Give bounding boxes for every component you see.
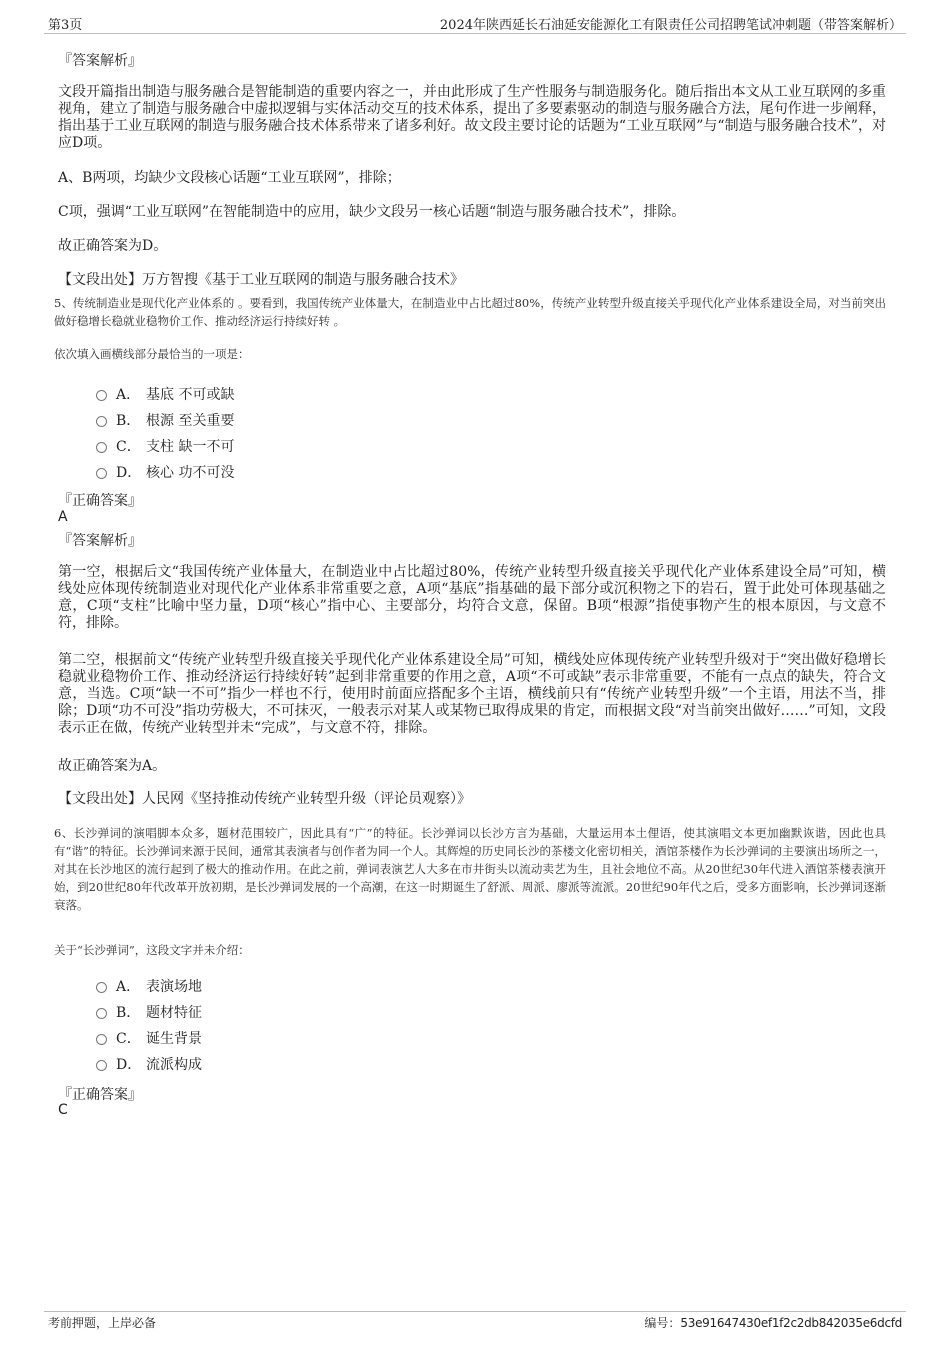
option-text: 核心 功不可没 <box>146 465 235 481</box>
radio-icon[interactable] <box>96 1008 107 1019</box>
header-divider <box>44 33 906 34</box>
radio-icon[interactable] <box>96 1060 107 1071</box>
q5-analysis-p2: 第二空，根据前文“传统产业转型升级直接关乎现代化产业体系建设全局”可知，横线处应体现传统产业转型升级对于“突出做好稳增长稳就业稳物价工作、推动经济运行持续好转”起到非常重要的作用之意，A项“不可或缺”表示非常重要，不能有一点点的缺失，符合文意，当选。C项“缺一不可”指少一样也不行，使用时前面应搭配多个主语，横线前只有“传统产业转型升级”一个主语，用法不当，排除；D项“功不可没”指功劳极大，不可抹灭，一般表示对某人或某物已取得成果的肯定，而根据文段“对当前突出做好……”可知，文段表示正在做，传统产业转型并未“完成”，与文意不符，排除。 <box>58 652 886 736</box>
page-number: 第3页 <box>48 18 83 33</box>
q5-answer: A <box>58 509 68 525</box>
q6-answer: C <box>58 1102 68 1118</box>
option-text: 支柱 缺一不可 <box>146 439 235 455</box>
code-label: 编号： <box>644 1316 681 1330</box>
option-text: 诞生背景 <box>146 1031 202 1047</box>
q4-source: 【文段出处】万方智搜《基于工业互联网的制造与服务融合技术》 <box>58 272 464 288</box>
q6-option-a[interactable] <box>96 976 202 996</box>
q4-analysis-label: 『答案解析』 <box>58 53 142 69</box>
option-letter: C． <box>116 1031 141 1047</box>
option-letter: C． <box>116 439 141 455</box>
q6-option-d[interactable] <box>96 1054 202 1074</box>
q4-analysis-p3: C项，强调“工业互联网”在智能制造中的应用，缺少文段另一核心话题“制造与服务融合技术”，排除。 <box>58 204 686 220</box>
radio-icon[interactable] <box>96 982 107 993</box>
q6-prompt: 关于“长沙弹词”，这段文字并未介绍： <box>54 943 250 957</box>
option-letter: D． <box>116 1057 142 1073</box>
q5-option-d[interactable] <box>96 462 234 482</box>
q5-conclusion: 故正确答案为A。 <box>58 758 167 774</box>
option-text: 表演场地 <box>146 979 202 995</box>
q6-stem: 6、长沙弹词的演唱脚本众多，题材范围较广，因此具有“广”的特征。长沙弹词以长沙方言为基础，大量运用本土俚语，使其演唱文本更加幽默诙谐，因此也具有“谐”的特征。长沙弹词来源于民间，通常其表演者与创作者为同一个人。其辉煌的历史同长沙的茶楼文化密切相关，酒馆茶楼作为长沙弹词的主要演出场所之一，对其在长沙地区的流行起到了极大的推动作用。在此之前，弹词表演艺人大多在市井街头以流动卖艺为生，且社会地位不高。从20世纪30年代进入酒馆茶楼表演开始，到20世纪80年代改革开放初期，是长沙弹词发展的一个高潮，在这一时期诞生了舒派、周派、廖派等流派。20世纪90年代之后，受多方面影响，长沙弹词逐渐衰落。 <box>54 826 886 912</box>
q6-option-c[interactable] <box>96 1028 202 1048</box>
option-letter: B． <box>116 413 141 429</box>
q5-stem: 5、传统制造业是现代化产业体系的 。要看到，我国传统产业体量大，在制造业中占比超过80%，传统产业转型升级直接关乎现代化产业体系建设全局，对当前突出做好稳增长稳就业稳物价工作、推动经济运行持续好转 。 <box>54 296 886 328</box>
code-value: 53e91647430ef1f2c2db842035e6dcfd <box>680 1316 902 1330</box>
document-code <box>644 1314 902 1331</box>
q6-answer-label: 『正确答案』 <box>58 1087 142 1103</box>
q5-analysis-label: 『答案解析』 <box>58 533 142 549</box>
radio-icon[interactable] <box>96 1034 107 1045</box>
radio-icon[interactable] <box>96 416 107 427</box>
q5-source: 【文段出处】人民网《坚持推动传统产业转型升级（评论员观察）》 <box>58 791 471 807</box>
q5-option-a[interactable] <box>96 384 234 404</box>
q5-option-c[interactable] <box>96 436 234 456</box>
option-letter: B． <box>116 1005 141 1021</box>
option-text: 流派构成 <box>146 1057 202 1073</box>
option-letter: A． <box>116 387 141 403</box>
q5-option-b[interactable] <box>96 410 234 430</box>
q5-analysis-p1: 第一空，根据后文“我国传统产业体量大，在制造业中占比超过80%，传统产业转型升级直接关乎现代化产业体系建设全局”可知，横线处应体现传统制造业对现代化产业体系非常重要之意，A项“基底”指基础的最下部分或沉积物之下的岩石，置于此处可体现基础之意，C项“支柱”比喻中坚力量，D项“核心”指中心、主要部分，均符合文意，保留。B项“根源”指使事物产生的根本原因，与文意不符，排除。 <box>58 564 886 631</box>
footer-divider <box>44 1311 906 1312</box>
q5-answer-label: 『正确答案』 <box>58 493 142 509</box>
q4-conclusion: 故正确答案为D。 <box>58 238 168 254</box>
q4-analysis-p1: 文段开篇指出制造与服务融合是智能制造的重要内容之一，并由此形成了生产性服务与制造服务化。随后指出本文从工业互联网的多重视角，建立了制造与服务融合中虚拟逻辑与实体活动交互的技术体系，提出了多要素驱动的制造与服务融合方法，尾句作进一步阐释，指出基于工业互联网的制造与服务融合技术体系带来了诸多利好。故文段主要讨论的话题为“工业互联网”与“制造与服务融合技术”，对应D项。 <box>58 84 886 151</box>
radio-icon[interactable] <box>96 390 107 401</box>
document-title: 2024年陕西延长石油延安能源化工有限责任公司招聘笔试冲刺题（带答案解析） <box>439 18 902 33</box>
option-text: 基底 不可或缺 <box>146 387 235 403</box>
footer-slogan: 考前押题，上岸必备 <box>48 1316 157 1330</box>
option-text: 根源 至关重要 <box>146 413 235 429</box>
radio-icon[interactable] <box>96 468 107 479</box>
option-letter: D． <box>116 465 142 481</box>
option-text: 题材特征 <box>146 1005 202 1021</box>
option-letter: A． <box>116 979 141 995</box>
radio-icon[interactable] <box>96 442 107 453</box>
q6-option-b[interactable] <box>96 1002 202 1022</box>
q5-prompt: 依次填入画横线部分最恰当的一项是： <box>54 347 250 361</box>
q4-analysis-p2: A、B两项，均缺少文段核心话题“工业互联网”，排除； <box>58 170 401 186</box>
